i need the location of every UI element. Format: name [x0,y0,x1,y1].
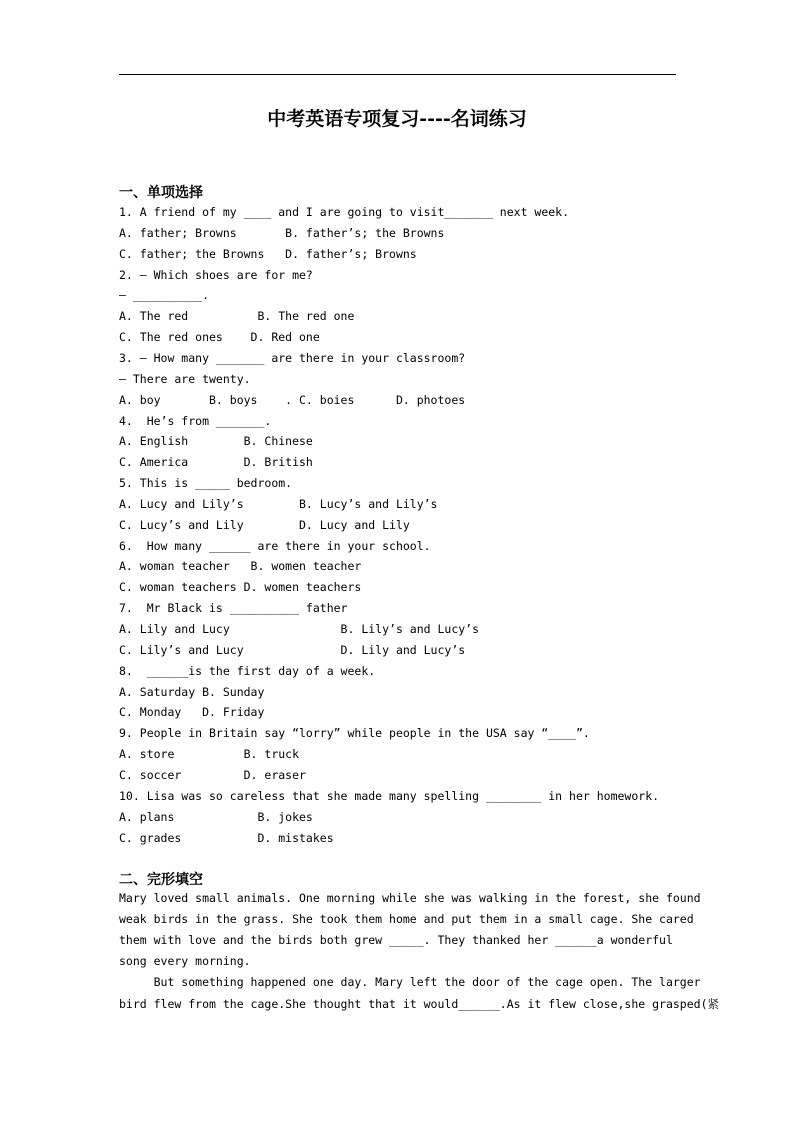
question-line: C. Lily’s and Lucy D. Lily and Lucy’s [119,642,466,657]
question-line: C. soccer D. eraser [119,767,306,782]
question-line: 2. – Which shoes are for me? [119,267,313,282]
header-rule [119,74,676,75]
question-line: 1. A friend of my ____ and I are going to visit_______ next week. [119,205,570,219]
question-line: 9. People in Britain say “lorry” while people in the USA say “____”. [119,726,590,741]
question-line: 6. How many ______ are there in your school. [119,538,431,553]
question-line: A. The red B. The red one [119,309,355,324]
question-line: 7. Mr Black is __________ father [119,601,348,616]
question-line: – __________. [119,288,210,303]
passage-line: song every morning. [119,953,251,968]
question-line: 4. He’s from _______. [119,413,272,428]
page-title: 中考英语专项复习----名词练习 [267,108,527,130]
passage-line: them with love and the birds both grew _____. They thanked her ______a wonderful [119,932,673,947]
question-line: C. Monday D. Friday [119,705,265,720]
question-line: C. America D. British [119,455,313,470]
question-line: 8. ______is the first day of a week. [119,663,376,678]
question-line: A. plans B. jokes [119,809,313,824]
question-line: C. father; the Browns D. father’s; Browns [119,246,417,261]
passage-line: weak birds in the grass. She took them home and put them in a small cage. She cared [119,911,694,926]
question-line: A. store B. truck [119,747,300,762]
question-line: C. woman teachers D. women teachers [119,580,362,595]
section-heading-multiple-choice: 一、单项选择 [119,185,203,201]
question-line: C. The red ones D. Red one [119,330,320,345]
question-line: A. Saturday B. Sunday [119,684,265,699]
passage-line: bird flew from the cage.She thought that it would______.As it flew close,she grasped(紧 [119,996,720,1011]
passage-line: Mary loved small animals. One morning while she was walking in the forest, she found [119,891,701,905]
question-line: 10. Lisa was so careless that she made many spelling ________ in her homework. [119,788,660,803]
question-line: A. boy B. boys . C. boies D. photoes [119,392,466,407]
question-line: C. grades D. mistakes [119,830,334,845]
question-line: 3. – How many _______ are there in your classroom? [119,350,466,365]
section-heading-cloze: 二、完形填空 [119,872,203,888]
question-line: – There are twenty. [119,371,251,386]
question-line: A. father; Browns B. father’s; the Browns [119,225,445,240]
question-line: A. English B. Chinese [119,434,313,449]
question-line: A. Lucy and Lily’s B. Lucy’s and Lily’s [119,496,438,511]
question-line: A. Lily and Lucy B. Lily’s and Lucy’s [119,622,480,636]
question-line: C. Lucy’s and Lily D. Lucy and Lily [119,517,410,532]
passage-line: But something happened one day. Mary left the door of the cage open. The larger [119,974,701,989]
question-line: 5. This is _____ bedroom. [119,476,293,491]
question-line: A. woman teacher B. women teacher [119,559,362,574]
